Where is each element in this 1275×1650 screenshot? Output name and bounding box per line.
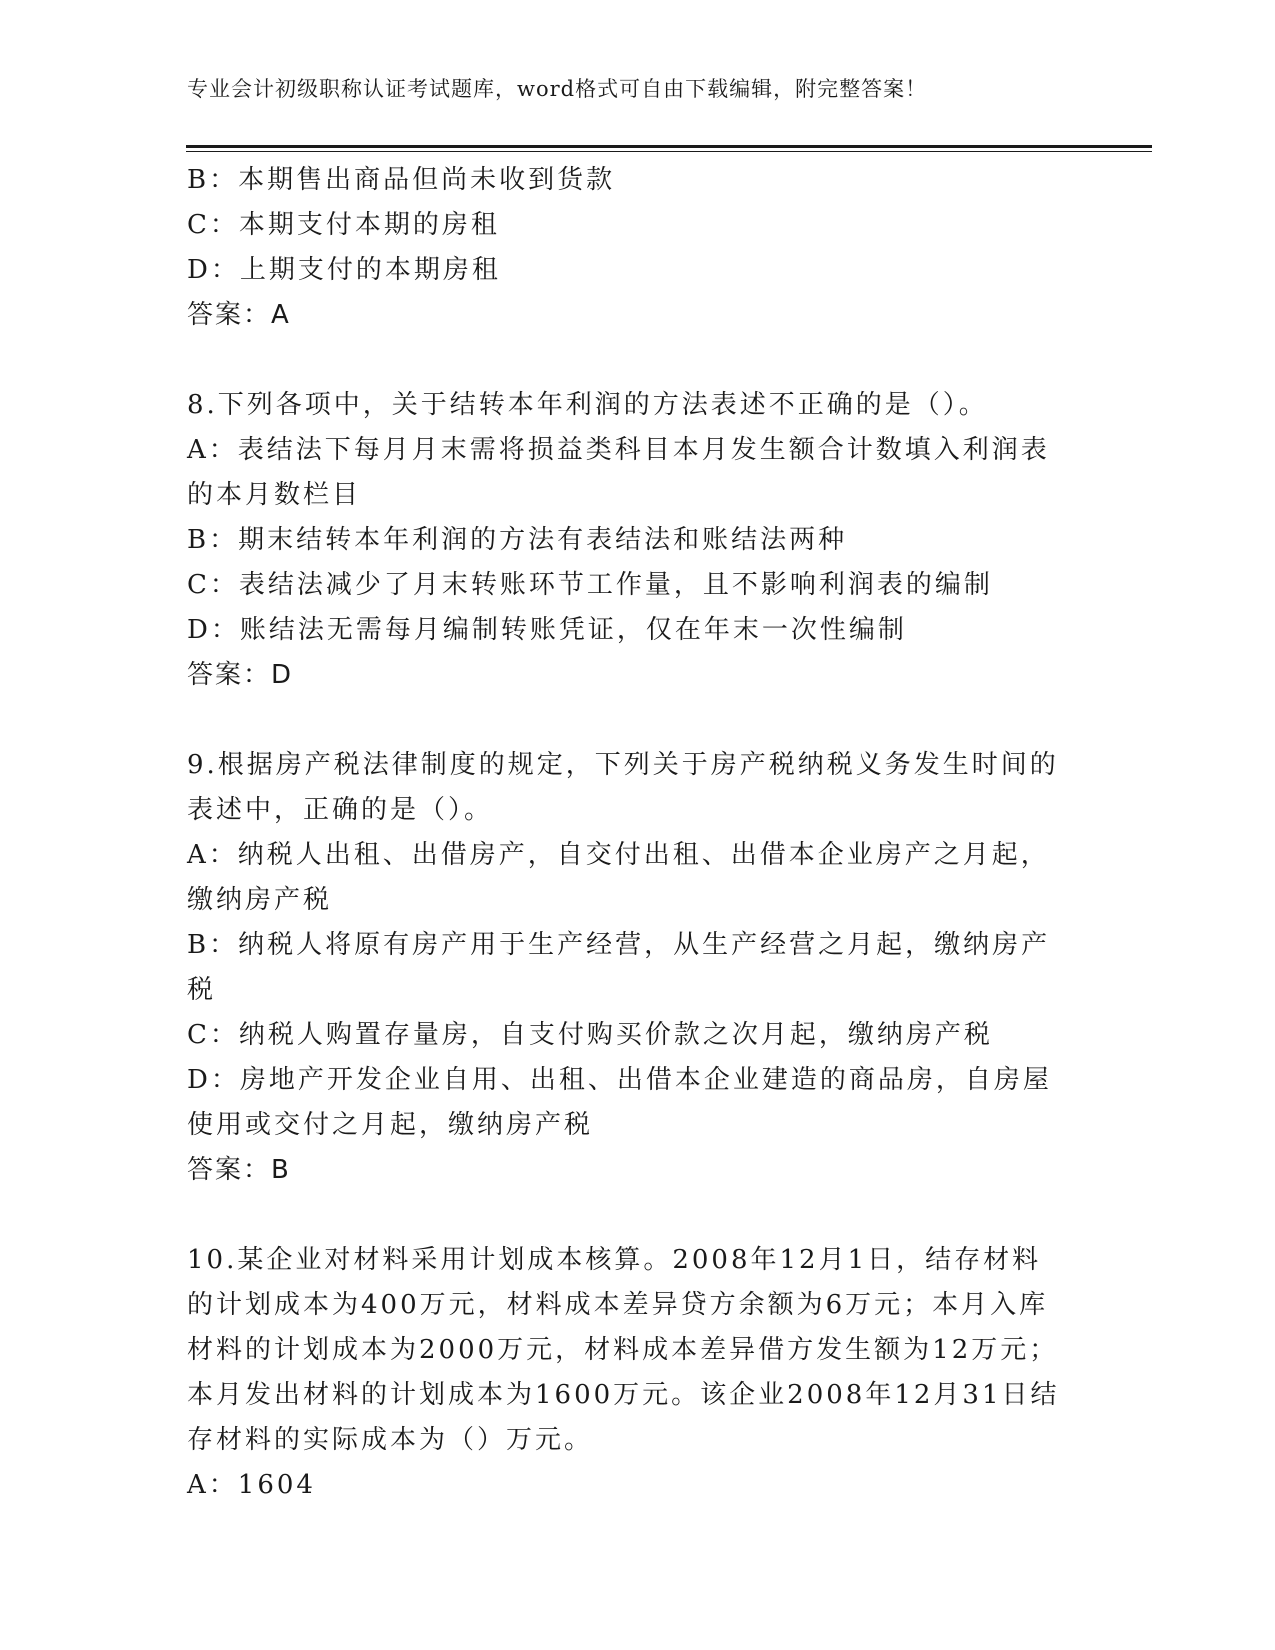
spacer	[187, 338, 1067, 383]
header-rule-thick	[186, 145, 1152, 148]
q9-stem: 9.根据房产税法律制度的规定，下列关于房产税纳税义务发生时间的表述中，正确的是（）。	[187, 750, 1059, 825]
q10-option-a: A：1604	[187, 1470, 316, 1500]
q7-option-c: C：本期支付本期的房租	[187, 210, 500, 240]
q7-answer: 答案：A	[187, 300, 291, 330]
q9-option-b: B：纳税人将原有房产用于生产经营，从生产经营之月起，缴纳房产税	[187, 930, 1051, 1005]
q9-answer: 答案：B	[187, 1155, 291, 1185]
q10-stem: 10.某企业对材料采用计划成本核算。2008年12月1日，结存材料的计划成本为400万元，材料成本差异贷方余额为6万元；本月入库材料的计划成本为2000万元，材料成本差异借方发生额为12万元；本月发出材料的计划成本为1600万元。该企业2008年12月31日结存材料的实际成本为（）万元。	[187, 1245, 1060, 1455]
header-rule-thin	[186, 151, 1152, 152]
spacer	[187, 1193, 1067, 1238]
q9-option-d: D：房地产开发企业自用、出租、出借本企业建造的商品房，自房屋使用或交付之月起，缴纳房产税	[187, 1065, 1052, 1140]
q9-option-c: C：纳税人购置存量房，自支付购买价款之次月起，缴纳房产税	[187, 1020, 993, 1050]
q8-option-b: B：期末结转本年利润的方法有表结法和账结法两种	[187, 525, 848, 555]
q7-option-b: B：本期售出商品但尚未收到货款	[187, 165, 616, 195]
q8-option-c: C：表结法减少了月末转账环节工作量，且不影响利润表的编制	[187, 570, 993, 600]
q7-option-d: D：上期支付的本期房租	[187, 255, 501, 285]
q8-stem: 8.下列各项中，关于结转本年利润的方法表述不正确的是（）。	[187, 390, 988, 420]
page-header: 专业会计初级职称认证考试题库，word格式可自由下载编辑，附完整答案！	[187, 77, 928, 101]
question-content	[187, 158, 1067, 1508]
q8-option-d: D：账结法无需每月编制转账凭证，仅在年末一次性编制	[187, 615, 907, 645]
q8-option-a: A：表结法下每月月末需将损益类科目本月发生额合计数填入利润表的本月数栏目	[187, 435, 1050, 510]
q8-answer: 答案：D	[187, 660, 294, 690]
spacer	[187, 698, 1067, 743]
q9-option-a: A：纳税人出租、出借房产，自交付出租、出借本企业房产之月起，缴纳房产税	[187, 840, 1050, 915]
